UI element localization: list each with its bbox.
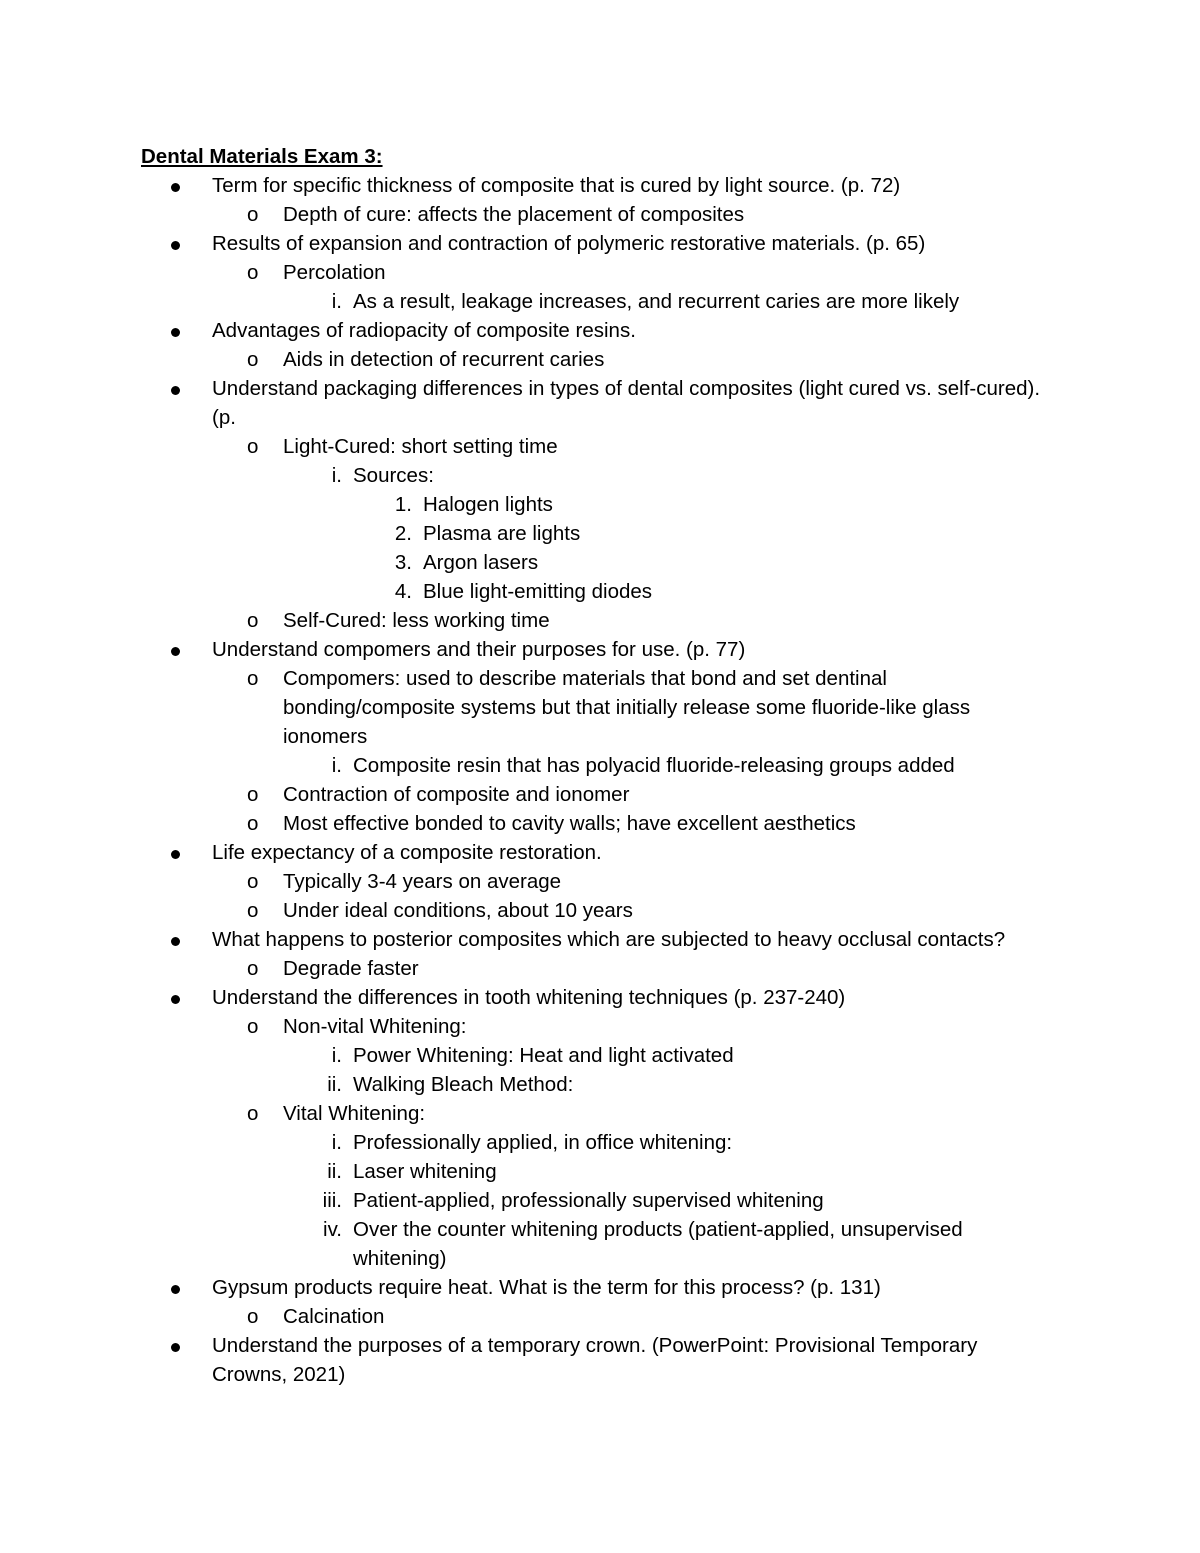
list-item-text: Understand compomers and their purposes for use. (p. 77) (212, 638, 746, 661)
list-item-text: Halogen lights (423, 493, 553, 516)
list-item-text: Under ideal conditions, about 10 years (283, 899, 633, 922)
list-item-text: Argon lasers (423, 551, 539, 574)
list-item-text: Degrade faster (283, 957, 419, 980)
list-item (141, 1273, 1056, 1302)
list-item-text: Understand the differences in tooth whitening techniques (p. 237-240) (212, 986, 846, 1009)
bullet-icon (171, 229, 180, 258)
bullet-icon (171, 1273, 180, 1302)
list-item (141, 490, 1056, 519)
list-item (141, 780, 1056, 809)
list-marker: o (247, 1015, 259, 1038)
list-marker: o (247, 870, 259, 893)
list-item (141, 287, 1056, 316)
list-item (141, 954, 1056, 983)
list-item-text: Non-vital Whitening: (283, 1015, 467, 1038)
list-item (141, 1302, 1056, 1331)
list-marker: iii. (322, 1189, 342, 1212)
list-marker: o (247, 667, 259, 690)
list-item-text: Professionally applied, in office whitening: (353, 1131, 733, 1154)
list-item-text: Sources: (353, 464, 434, 487)
list-item-text: Composite resin that has polyacid fluoride-releasing groups added (353, 754, 955, 777)
list-item (141, 635, 1056, 664)
list-item (141, 1070, 1056, 1099)
list-item (141, 606, 1056, 635)
list-marker: o (247, 435, 259, 458)
list-item-text: Results of expansion and contraction of polymeric restorative materials. (p. 65) (212, 232, 926, 255)
list-item-text: Advantages of radiopacity of composite resins. (212, 319, 636, 342)
bullet-icon (171, 635, 180, 664)
list-marker: ii. (327, 1160, 342, 1183)
list-item-text: Light-Cured: short setting time (283, 435, 558, 458)
list-marker: o (247, 957, 259, 980)
list-item-text: As a result, leakage increases, and recurrent caries are more likely (353, 290, 960, 313)
list-item (141, 664, 1056, 751)
list-item (141, 519, 1056, 548)
list-item (141, 200, 1056, 229)
list-marker: o (247, 1102, 259, 1125)
list-marker: i. (331, 290, 342, 313)
list-item-text: Understand the purposes of a temporary crown. (PowerPoint: Provisional Temporary Crowns, 2021) (212, 1334, 978, 1386)
list-marker: i. (331, 464, 342, 487)
list-item-text: Aids in detection of recurrent caries (283, 348, 605, 371)
list-item-text: Percolation (283, 261, 386, 284)
bullet-icon (171, 316, 180, 345)
outline-list (141, 171, 1056, 1389)
list-item-text: Gypsum products require heat. What is the term for this process? (p. 131) (212, 1276, 881, 1299)
list-item-text: Vital Whitening: (283, 1102, 426, 1125)
list-marker: o (247, 609, 259, 632)
list-marker: i. (331, 754, 342, 777)
list-item (141, 374, 1056, 432)
list-marker: 3. (394, 551, 412, 574)
list-item-text: Walking Bleach Method: (353, 1073, 574, 1096)
list-item-text: Calcination (283, 1305, 385, 1328)
list-item-text: Understand packaging differences in types of dental composites (light cured vs. self-cured). (p. (212, 377, 1041, 429)
list-item-text: Patient-applied, professionally supervised whitening (353, 1189, 824, 1212)
list-item (141, 316, 1056, 345)
list-item (141, 1331, 1056, 1389)
list-marker: o (247, 812, 259, 835)
list-item-text: Over the counter whitening products (patient-applied, unsupervised whitening) (353, 1218, 963, 1270)
bullet-icon (171, 1331, 180, 1360)
list-marker: i. (331, 1044, 342, 1067)
bullet-icon (171, 925, 180, 954)
list-marker: o (247, 348, 259, 371)
list-marker: 4. (394, 580, 412, 603)
list-marker: iv. (323, 1218, 342, 1241)
list-item (141, 548, 1056, 577)
list-marker: o (247, 203, 259, 226)
list-item-text: Contraction of composite and ionomer (283, 783, 630, 806)
list-item (141, 171, 1056, 200)
list-item-text: Compomers: used to describe materials that bond and set dentinal bonding/composite systems but that initially release some fluoride-like glass ionomers (283, 667, 971, 748)
list-item (141, 983, 1056, 1012)
bullet-icon (171, 838, 180, 867)
list-item (141, 1215, 1056, 1273)
list-item (141, 867, 1056, 896)
list-item-text: Power Whitening: Heat and light activated (353, 1044, 734, 1067)
page-title: Dental Materials Exam 3: (141, 145, 383, 168)
list-item-text: Plasma are lights (423, 522, 581, 545)
list-item (141, 1186, 1056, 1215)
list-item (141, 345, 1056, 374)
list-item (141, 896, 1056, 925)
bullet-icon (171, 983, 180, 1012)
list-item (141, 1128, 1056, 1157)
list-item-text: Typically 3-4 years on average (283, 870, 562, 893)
list-item-text: Self-Cured: less working time (283, 609, 550, 632)
list-marker: ii. (327, 1073, 342, 1096)
list-item (141, 1012, 1056, 1041)
list-item (141, 1041, 1056, 1070)
list-item-text: Life expectancy of a composite restoration. (212, 841, 602, 864)
list-marker: i. (331, 1131, 342, 1154)
document-body (141, 142, 1056, 1389)
list-item (141, 258, 1056, 287)
list-item (141, 577, 1056, 606)
list-marker: o (247, 1305, 259, 1328)
list-item-text: Depth of cure: affects the placement of composites (283, 203, 745, 226)
list-item (141, 751, 1056, 780)
bullet-icon (171, 374, 180, 403)
list-item (141, 809, 1056, 838)
list-item-text: Most effective bonded to cavity walls; have excellent aesthetics (283, 812, 856, 835)
list-item (141, 229, 1056, 258)
list-marker: 1. (394, 493, 412, 516)
list-marker: o (247, 783, 259, 806)
list-item-text: Laser whitening (353, 1160, 497, 1183)
list-item (141, 1099, 1056, 1128)
list-item (141, 461, 1056, 490)
list-item-text: Blue light-emitting diodes (423, 580, 653, 603)
list-marker: 2. (394, 522, 412, 545)
list-marker: o (247, 261, 259, 284)
list-item (141, 432, 1056, 461)
bullet-icon (171, 171, 180, 200)
list-marker: o (247, 899, 259, 922)
list-item-text: What happens to posterior composites which are subjected to heavy occlusal contacts? (212, 928, 1006, 951)
list-item (141, 838, 1056, 867)
list-item (141, 1157, 1056, 1186)
list-item-text: Term for specific thickness of composite that is cured by light source. (p. 72) (212, 174, 901, 197)
list-item (141, 925, 1056, 954)
